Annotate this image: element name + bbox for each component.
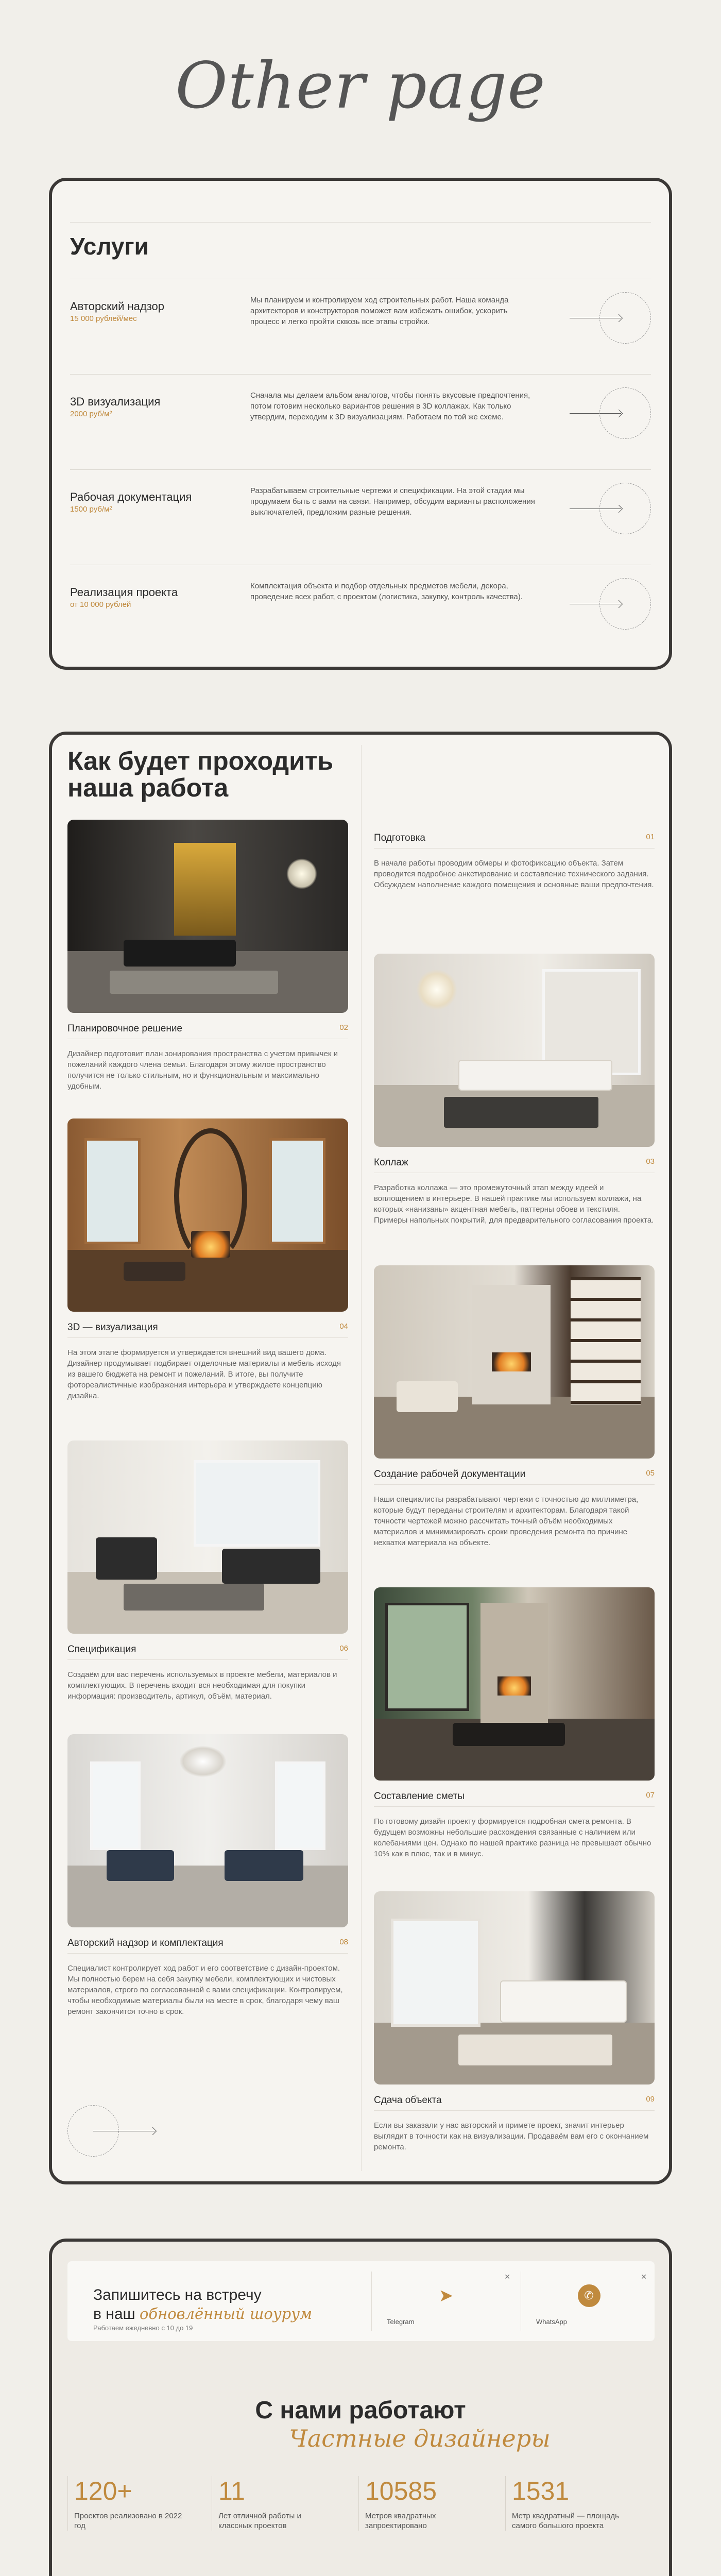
step-description: В начале работы проводим обмеры и фотофиксацию объекта. Затем проводится подробное анкетирование и составление технического задания. Обсуждаем наполнение каждого помещения и основные ваши предпочтения. (374, 859, 654, 889)
designers-title: С нами работают (255, 2397, 466, 2424)
step-title-text: Сдача объекта (374, 2095, 442, 2106)
service-description: Комплектация объекта и подбор отдельных предметов мебели, декора, проведение всех работ, с проектом (логистика, закупку, контроль качества). (250, 582, 523, 601)
service-row[interactable] (70, 565, 651, 660)
process-step (374, 1891, 655, 2153)
divider (371, 2272, 372, 2331)
circle-badge-icon (599, 387, 651, 439)
step-image (67, 1440, 348, 1634)
process-step (374, 954, 655, 1226)
divider (374, 1484, 655, 1485)
step-description: По готовому дизайн проекту формируется подробная смета ремонта. В будущем возможны небольшие расхождения связанные с наличием или колебаниями цен. Однако по нашей практике разница не превышает обычно 10% как в плюс, так и в минус. (374, 1817, 651, 1858)
step-image (374, 1891, 655, 2084)
step-title (67, 1644, 348, 1655)
step-title (374, 2095, 655, 2106)
telegram-label: Telegram (387, 2318, 415, 2326)
step-description: Разработка коллажа — это промежуточный этап между идеей и воплощением в интерьере. В нашей практике мы используем коллажи, на которых «нанизаны» акцентная мебель, паттерны обоев и текстиля. Примеры напольных покрытий, для предварительного согласования проекта. (374, 1183, 654, 1225)
service-price: 1500 руб/м² (70, 505, 112, 514)
divider (374, 1806, 655, 1807)
stat-value: 120+ (74, 2477, 132, 2505)
step-title-text: Подготовка (374, 833, 426, 843)
circle-badge-icon (599, 578, 651, 630)
step-title (374, 1791, 655, 1802)
divider (70, 222, 651, 223)
page-title: Other page (175, 49, 546, 123)
service-description: Разрабатываем строительные чертежи и спецификации. На этой стадии мы продумаем быть с вами на связи. Например, обсудим варианты расположения выключателей, предложим разные решения. (250, 486, 535, 517)
step-number: 09 (646, 2095, 655, 2104)
stat-label: Метров квадратных запроектировано (365, 2512, 436, 2530)
step-title (374, 1469, 655, 1480)
process-section (49, 732, 672, 2184)
service-row[interactable] (70, 374, 651, 469)
service-name: 3D визуализация (70, 395, 161, 408)
service-description: Мы планируем и контролируем ход строительных работ. Наша команда архитекторов и конструкторов поможет вам избежать ошибок, ускорить процесс и легко пройти сквозь все этапы стройки. (250, 296, 509, 326)
stat-value: 1531 (512, 2477, 570, 2505)
services-heading: Услуги (70, 233, 149, 260)
process-step (67, 820, 348, 1092)
step-title-text: 3D — визуализация (67, 1322, 158, 1333)
step-title (67, 1938, 348, 1949)
step-title-text: Авторский надзор и комплектация (67, 1938, 224, 1948)
whatsapp-icon: ✆ (578, 2284, 600, 2307)
step-description: Создаём для вас перечень используемых в проекте мебели, материалов и комплектующих. В перечень входит вся необходимая для покупки информация: производитель, артикул, объём, материал. (67, 1670, 337, 1701)
meeting-title-prefix: в наш (93, 2306, 140, 2323)
step-number: 05 (646, 1469, 655, 1478)
process-step (67, 1734, 348, 2017)
service-row[interactable] (70, 279, 651, 374)
process-step (374, 1587, 655, 1859)
service-name: Реализация проекта (70, 586, 178, 599)
process-step (67, 1440, 348, 1702)
step-title-text: Создание рабочей документации (374, 1469, 526, 1480)
process-step (374, 1265, 655, 1548)
step-description: Дизайнер подготовит план зонирования пространства с учетом привычек и пожеланий каждого члена семьи. Благодаря этому жилое пространство получится не только стильным, но и функциональным и максимально удобным. (67, 1049, 338, 1091)
step-description: Наши специалисты разрабатывают чертежи с точностью до миллиметра, которые будут переданы строителям и архитекторам. Благодаря такой точности чертежей можно рассчитать точный объём необходимых материалов и минимизировать сроки проведения ремонта по причине нехватки материала на объекте. (374, 1495, 639, 1547)
step-title (67, 1322, 348, 1333)
stat-label: Лет отличной работы и классных проектов (218, 2512, 301, 2530)
step-number: 04 (339, 1322, 348, 1331)
step-description: Если вы заказали у нас авторский и примете проект, значит интерьер выглядит в точности как на визуализации. Продаваём вам его с окончанием ремонта. (374, 2121, 649, 2151)
step-image (67, 820, 348, 1013)
whatsapp-label: WhatsApp (536, 2318, 567, 2326)
meeting-title-accent: обновлённый шоурум (139, 2305, 313, 2323)
step-title (374, 1157, 655, 1168)
step-image (374, 1265, 655, 1459)
service-row[interactable] (70, 469, 651, 565)
step-title-text: Спецификация (67, 1644, 136, 1655)
step-title-text: Составление сметы (374, 1791, 465, 1802)
circle-badge-icon (599, 483, 651, 534)
meeting-card (67, 2261, 655, 2341)
stat-item (505, 2476, 647, 2531)
designers-accent: Частные дизайнеры (289, 2425, 551, 2452)
working-hours: Работаем ежедневно с 10 до 19 (93, 2324, 193, 2332)
stat-label: Проектов реализовано в 2022 год (74, 2512, 182, 2530)
step-image (374, 954, 655, 1147)
service-price: 15 000 рублей/мес (70, 314, 137, 323)
telegram-icon: ➤ (438, 2286, 454, 2306)
step-description: На этом этапе формируется и утверждается внешний вид вашего дома. Дизайнер продумывает подбирает отделочные материалы и мебель исходя из вашего бюджета на ремонт и пожеланий. В итоге, вы получите фотореалистичные изображения интерьера и утверждаете концепцию дизайна. (67, 1348, 341, 1400)
step-description: Специалист контролирует ход работ и его соответствие с дизайн-проектом. Мы полностью берем на себя закупку мебели, комплектующих и чистовых материалов, строго по согласованной с вами спецификации. Контролируем, чтобы необходимые материалы были на месте в срок, благодаря чему ваш ремонт закончится точно в срок. (67, 1964, 343, 2016)
service-price: 2000 руб/м² (70, 410, 112, 418)
step-title-text: Планировочное решение (67, 1023, 182, 1034)
whatsapp-button[interactable] (526, 2272, 652, 2331)
service-name: Авторский надзор (70, 300, 165, 313)
service-name: Рабочая документация (70, 490, 192, 503)
stat-value: 10585 (365, 2477, 437, 2505)
step-title (67, 1023, 348, 1035)
circle-badge-icon (599, 292, 651, 344)
step-title-text: Коллаж (374, 1157, 408, 1168)
step-image (67, 1118, 348, 1312)
contact-section (49, 2239, 672, 2576)
stat-value: 11 (218, 2477, 245, 2505)
divider (67, 1953, 348, 1954)
meeting-title-line: Запишитесь на встречу (93, 2286, 262, 2303)
stat-item (358, 2476, 500, 2531)
divider (374, 2110, 655, 2111)
step-title (374, 833, 655, 844)
step-number: 07 (646, 1791, 655, 1800)
process-step (67, 1118, 348, 1401)
divider (374, 848, 655, 849)
step-number: 03 (646, 1157, 655, 1166)
step-number: 02 (339, 1023, 348, 1032)
step-image (374, 1587, 655, 1781)
services-section (49, 178, 672, 670)
divider (67, 1337, 348, 1338)
meeting-title (93, 2286, 312, 2324)
divider (67, 1659, 348, 1660)
close-icon[interactable]: ✕ (504, 2273, 510, 2281)
stat-item (67, 2476, 209, 2531)
step-image (67, 1734, 348, 1927)
stat-item (212, 2476, 353, 2531)
process-step (374, 833, 655, 890)
step-number: 01 (646, 833, 655, 841)
divider (361, 745, 362, 2171)
service-price: от 10 000 рублей (70, 600, 131, 609)
step-number: 08 (339, 1938, 348, 1946)
service-description: Сначала мы делаем альбом аналогов, чтобы понять вкусовые предпочтения, потом готовим несколько вариантов решения в 3D коллажах. Как только утвердим, переходим к 3D визуализациям. Работаем по той же схеме. (250, 391, 530, 421)
step-number: 06 (339, 1644, 348, 1653)
process-heading: Как будет проходить наша работа (67, 747, 334, 802)
telegram-button[interactable] (376, 2272, 516, 2331)
stat-label: Метр квадратный — площадь самого большого проекта (512, 2512, 619, 2530)
close-icon[interactable]: ✕ (641, 2273, 647, 2281)
